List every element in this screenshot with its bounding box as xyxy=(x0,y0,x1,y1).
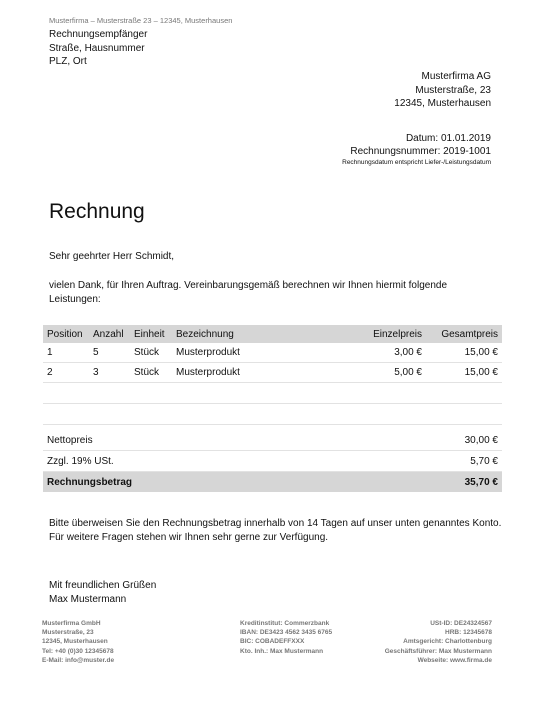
document-title: Rechnung xyxy=(49,200,145,223)
vat-value: 5,70 € xyxy=(361,451,502,472)
footer-line: HRB: 12345678 xyxy=(445,629,492,637)
footer-line: E-Mail: info@muster.de xyxy=(42,656,115,664)
empty-table-row xyxy=(43,383,502,404)
footer-line: Kreditinstitut: Commerzbank xyxy=(240,620,330,627)
invoice-number: Rechnungsnummer: 2019-1001 xyxy=(350,146,491,157)
line-items-table xyxy=(43,325,502,425)
footer-line: Kto. Inh.: Max Mustermann xyxy=(240,647,324,655)
cell-unit: Stück xyxy=(130,363,172,383)
footer-line: 12345, Musterhausen xyxy=(42,638,108,646)
invoice-date: Datum: 01.01.2019 xyxy=(405,133,491,144)
footer-line: Musterstraße, 23 xyxy=(42,629,94,637)
cell-quantity: 3 xyxy=(89,363,130,383)
header-unit-price: Einzelpreis xyxy=(348,325,426,343)
totals-table xyxy=(43,430,502,492)
cell-description: Musterprodukt xyxy=(172,343,348,363)
table-row xyxy=(43,343,502,363)
invoice-date-note: Rechnungsdatum entspricht Liefer-/Leistungsdatum xyxy=(342,159,491,166)
empty-table-row xyxy=(43,404,502,425)
grand-total-label: Rechnungsbetrag xyxy=(43,472,361,493)
cell-total-price: 15,00 € xyxy=(426,343,502,363)
header-description: Bezeichnung xyxy=(172,325,348,343)
company-city: 12345, Musterhausen xyxy=(394,98,491,109)
footer-line: Tel: +40 (0)30 12345678 xyxy=(42,647,114,655)
footer-line: IBAN: DE3423 4562 3435 6765 xyxy=(240,629,333,637)
cell-position: 2 xyxy=(43,363,89,383)
header-position: Position xyxy=(43,325,89,343)
footer-line: Musterfirma GmbH xyxy=(42,620,101,627)
regards-greeting: Mit freundlichen Grüßen xyxy=(49,580,157,591)
company-street: Musterstraße, 23 xyxy=(415,84,491,96)
regards-block xyxy=(49,579,156,606)
footer-line: USt-ID: DE24324567 xyxy=(430,620,492,627)
payment-instruction: Bitte überweisen Sie den Rechnungsbetrag innerhalb von 14 Tagen auf unser unten genanntes Konto. xyxy=(49,518,502,529)
footer-line: Webseite: www.firma.de xyxy=(417,656,492,664)
footer-company-info xyxy=(42,619,114,665)
recipient-street: Straße, Hausnummer xyxy=(49,42,145,54)
vat-row xyxy=(43,451,502,472)
footer-bank-info xyxy=(240,619,332,656)
table-header-row xyxy=(43,325,502,343)
recipient-city: PLZ, Ort xyxy=(49,56,87,67)
footer-line: Amtsgericht: Charlottenburg xyxy=(403,638,492,646)
cell-quantity: 5 xyxy=(89,343,130,363)
recipient-address xyxy=(49,28,147,69)
salutation: Sehr geehrter Herr Schmidt, xyxy=(49,251,175,262)
header-quantity: Anzahl xyxy=(89,325,130,343)
header-unit: Einheit xyxy=(130,325,172,343)
closing-text xyxy=(49,517,504,544)
signer-name: Max Mustermann xyxy=(49,593,127,605)
company-address xyxy=(394,70,491,111)
footer-legal-info xyxy=(385,619,492,665)
grand-total-row xyxy=(43,472,502,493)
footer-line: Geschäftsführer: Max Mustermann xyxy=(384,647,492,655)
net-label: Nettopreis xyxy=(43,430,361,451)
intro-text: vielen Dank, für Ihren Auftrag. Vereinbarungsgemäß berechnen wir Ihnen hiermit folgende Leistungen: xyxy=(49,280,448,305)
cell-position: 1 xyxy=(43,343,89,363)
cell-unit-price: 3,00 € xyxy=(348,343,426,363)
cell-description: Musterprodukt xyxy=(172,363,348,383)
company-name: Musterfirma AG xyxy=(421,71,491,82)
cell-unit: Stück xyxy=(130,343,172,363)
header-total-price: Gesamtpreis xyxy=(426,325,502,343)
invoice-meta xyxy=(342,132,491,167)
cell-unit-price: 5,00 € xyxy=(348,363,426,383)
vat-label: Zzgl. 19% USt. xyxy=(43,451,361,472)
table-row xyxy=(43,363,502,383)
footer-line: BIC: COBADEFFXXX xyxy=(240,638,305,646)
recipient-name: Rechnungsempfänger xyxy=(49,29,148,40)
net-value: 30,00 € xyxy=(361,430,502,451)
grand-total-value: 35,70 € xyxy=(361,472,502,493)
contact-note: Für weitere Fragen stehen wir Ihnen sehr gerne zur Verfügung. xyxy=(49,531,329,543)
sender-return-address: Musterfirma – Musterstraße 23 – 12345, Musterhausen xyxy=(49,16,233,25)
cell-total-price: 15,00 € xyxy=(426,363,502,383)
net-row xyxy=(43,430,502,451)
